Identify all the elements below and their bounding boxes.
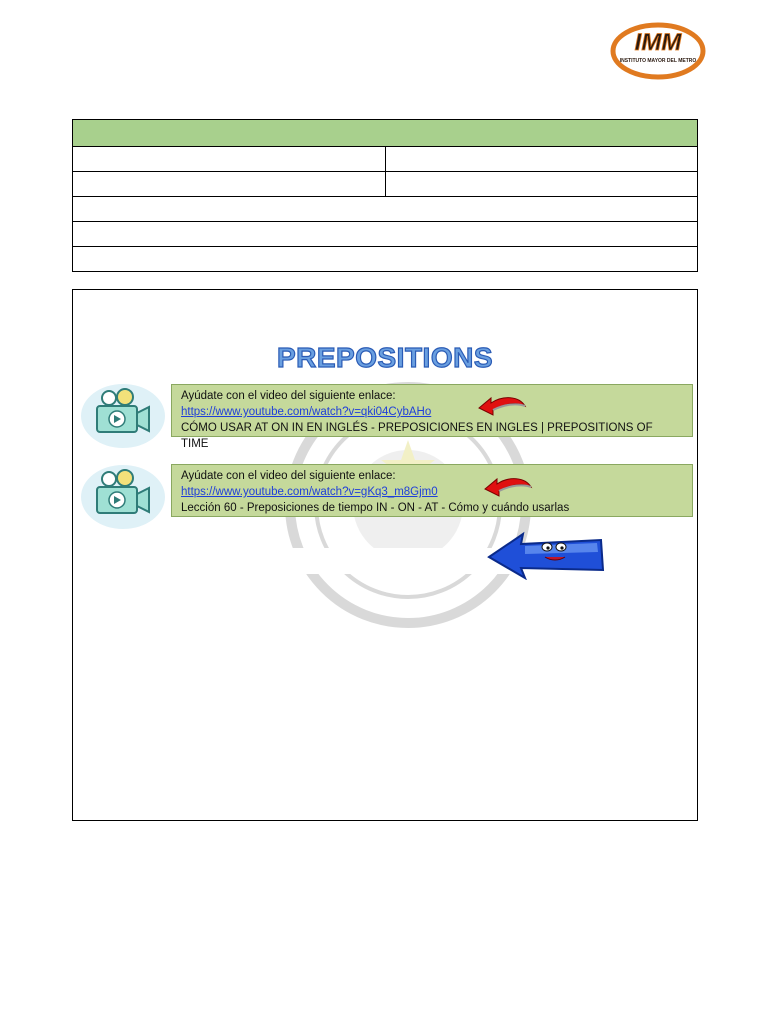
resource-box-2: [171, 464, 693, 517]
header-form-table: [72, 119, 698, 272]
video-camera-icon: [79, 380, 167, 450]
form-cell[interactable]: [73, 197, 698, 222]
svg-text:INSTITUTO MAYOR DEL METRO: INSTITUTO MAYOR DEL METRO: [619, 58, 697, 64]
form-cell[interactable]: [385, 172, 698, 197]
red-arrow-icon: [481, 471, 533, 499]
institute-logo: [610, 18, 706, 80]
header-title-cell: [73, 120, 698, 147]
video-camera-icon: [79, 461, 167, 531]
form-cell[interactable]: [73, 172, 386, 197]
form-cell[interactable]: [73, 147, 386, 172]
form-cell[interactable]: [73, 222, 698, 247]
svg-text:IMM: IMM: [634, 29, 682, 56]
content-box: [72, 289, 698, 821]
video-link[interactable]: https://www.youtube.com/watch?v=qki04CybAHo: [181, 406, 432, 418]
video-link[interactable]: https://www.youtube.com/watch?v=gKq3_m8Gjm0: [181, 486, 438, 498]
form-cell[interactable]: [73, 247, 698, 272]
resource-description: CÓMO USAR AT ON IN EN INGLÉS - PREPOSICIONES EN INGLES | PREPOSITIONS OF TIME: [181, 422, 653, 450]
blue-back-arrow-icon[interactable]: [485, 530, 607, 580]
page-title: PREPOSITIONS: [276, 342, 494, 373]
form-cell[interactable]: [385, 147, 698, 172]
red-arrow-icon: [475, 390, 527, 418]
resource-intro: Ayúdate con el video del siguiente enlace:: [181, 390, 396, 402]
resource-box-1: [171, 384, 693, 450]
resource-intro: Ayúdate con el video del siguiente enlace:: [181, 470, 396, 482]
resource-description: Lección 60 - Preposiciones de tiempo IN - ON - AT - Cómo y cuándo usarlas: [181, 502, 570, 514]
